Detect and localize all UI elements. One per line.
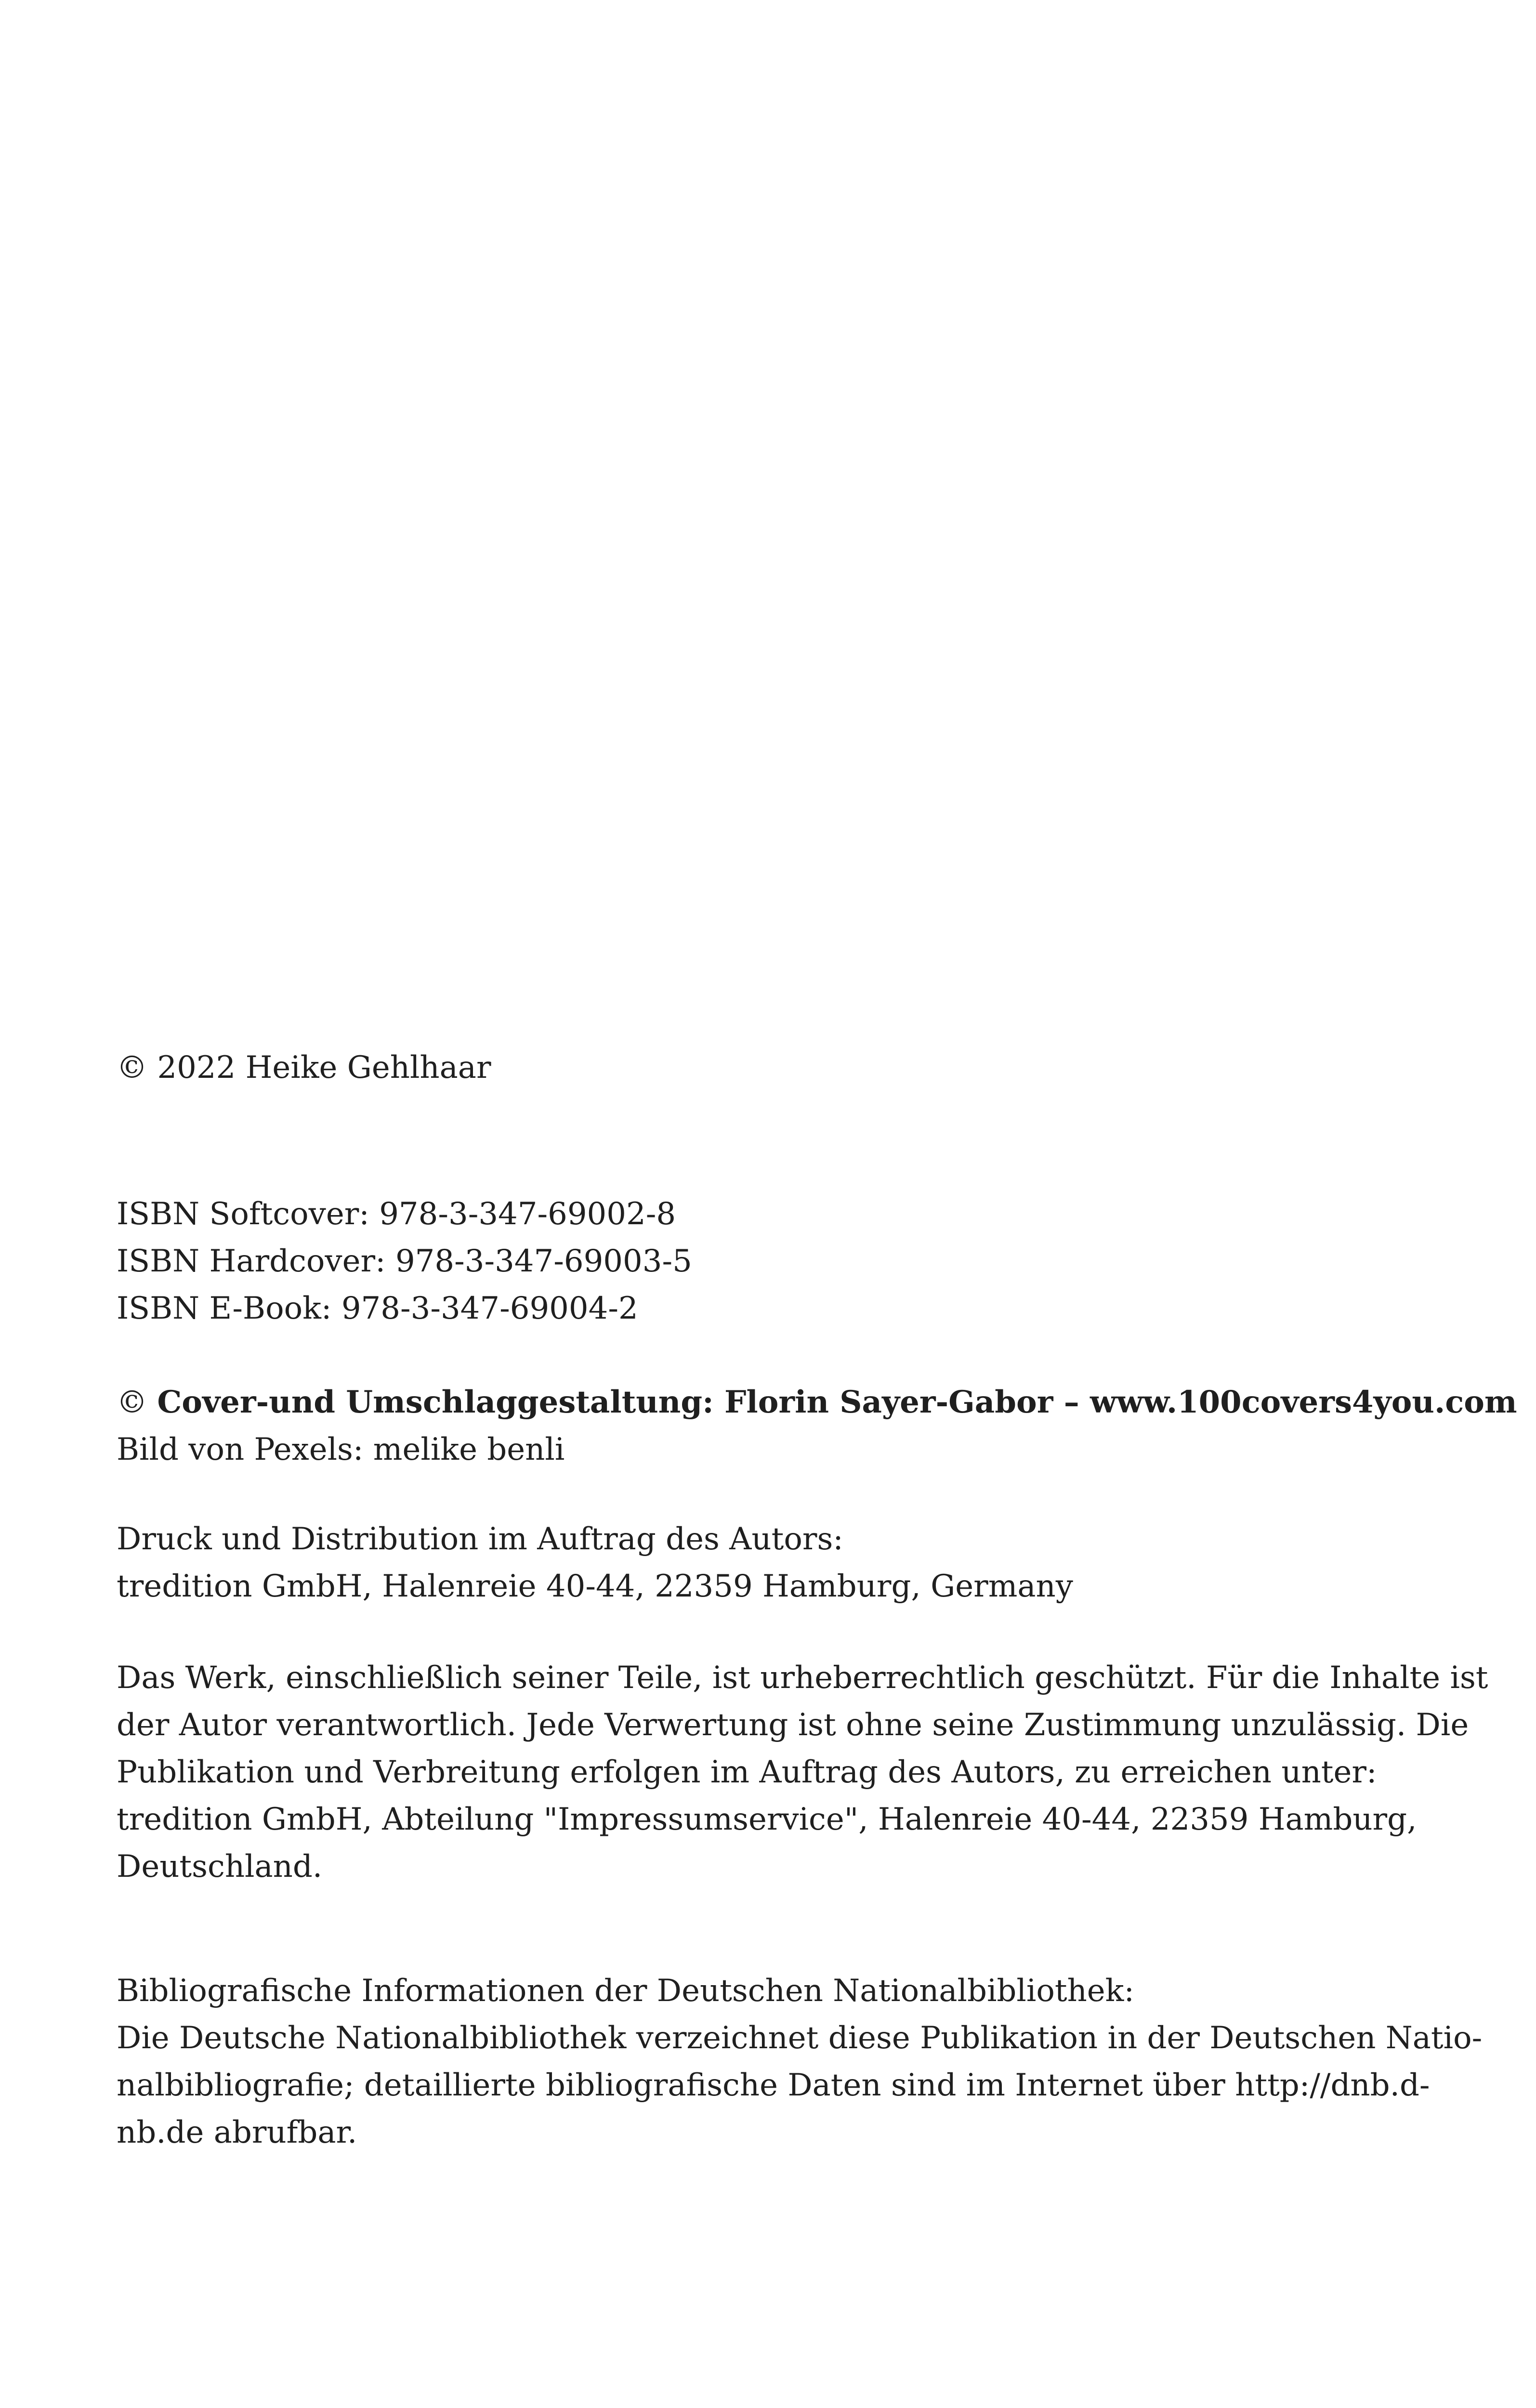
legal-notice-line: Das Werk, einschließlich seiner Teile, ist urheberrechtlich geschützt. Für die Inhalte ist [117, 1660, 1488, 1696]
legal-notice-line: der Autor verantwortlich. Jede Verwertung ist ohne seine Zustimmung unzulässig. Die [117, 1707, 1469, 1743]
bibliographic-info-line: Die Deutsche Nationalbibliothek verzeichnet diese Publikation in der Deutschen Natio- [117, 2020, 1483, 2056]
isbn-softcover-line: ISBN Softcover: 978-3-347-69002-8 [117, 1196, 676, 1232]
print-distribution-section [117, 1516, 1378, 1610]
cover-design-credit: Cover-und Umschlaggestaltung: Florin Sayer-Gabor – www.100covers4you.com [157, 1384, 1517, 1420]
bibliographic-info-line: nb.de abrufbar. [117, 2115, 357, 2150]
author-copyright-section [117, 1044, 1378, 1091]
legal-notice-line: Publikation und Verbreitung erfolgen im Auftrag des Autors, zu erreichen unter: [117, 1754, 1377, 1790]
cover-credits-section [117, 1379, 1517, 1473]
isbn-ebook-line: ISBN E-Book: 978-3-347-69004-2 [117, 1291, 638, 1326]
isbn-section [117, 1191, 1378, 1332]
bibliographic-info-section [117, 1967, 1483, 2156]
cover-design-line [117, 1379, 1517, 1426]
bibliographic-info-line: nalbibliografie; detaillierte bibliografische Daten sind im Internet über http://dnb.d- [117, 2068, 1430, 2103]
bibliographic-info-line: Bibliografische Informationen der Deutschen Nationalbibliothek: [117, 1973, 1134, 2009]
print-distribution-line-1: Druck und Distribution im Auftrag des Autors: [117, 1521, 843, 1557]
legal-notice-section [117, 1654, 1488, 1890]
isbn-hardcover-line: ISBN Hardcover: 978-3-347-69003-5 [117, 1243, 692, 1279]
legal-notice-line: Deutschland. [117, 1849, 323, 1885]
author-copyright-line: © 2022 Heike Gehlhaar [117, 1050, 491, 1086]
copyright-symbol: © [117, 1385, 158, 1420]
print-distribution-line-2: tredition GmbH, Halenreie 40-44, 22359 Hamburg, Germany [117, 1569, 1073, 1604]
legal-notice-line: tredition GmbH, Abteilung "Impressumservice", Halenreie 40-44, 22359 Hamburg, [117, 1802, 1417, 1837]
image-credit-line: Bild von Pexels: melike benli [117, 1432, 565, 1467]
